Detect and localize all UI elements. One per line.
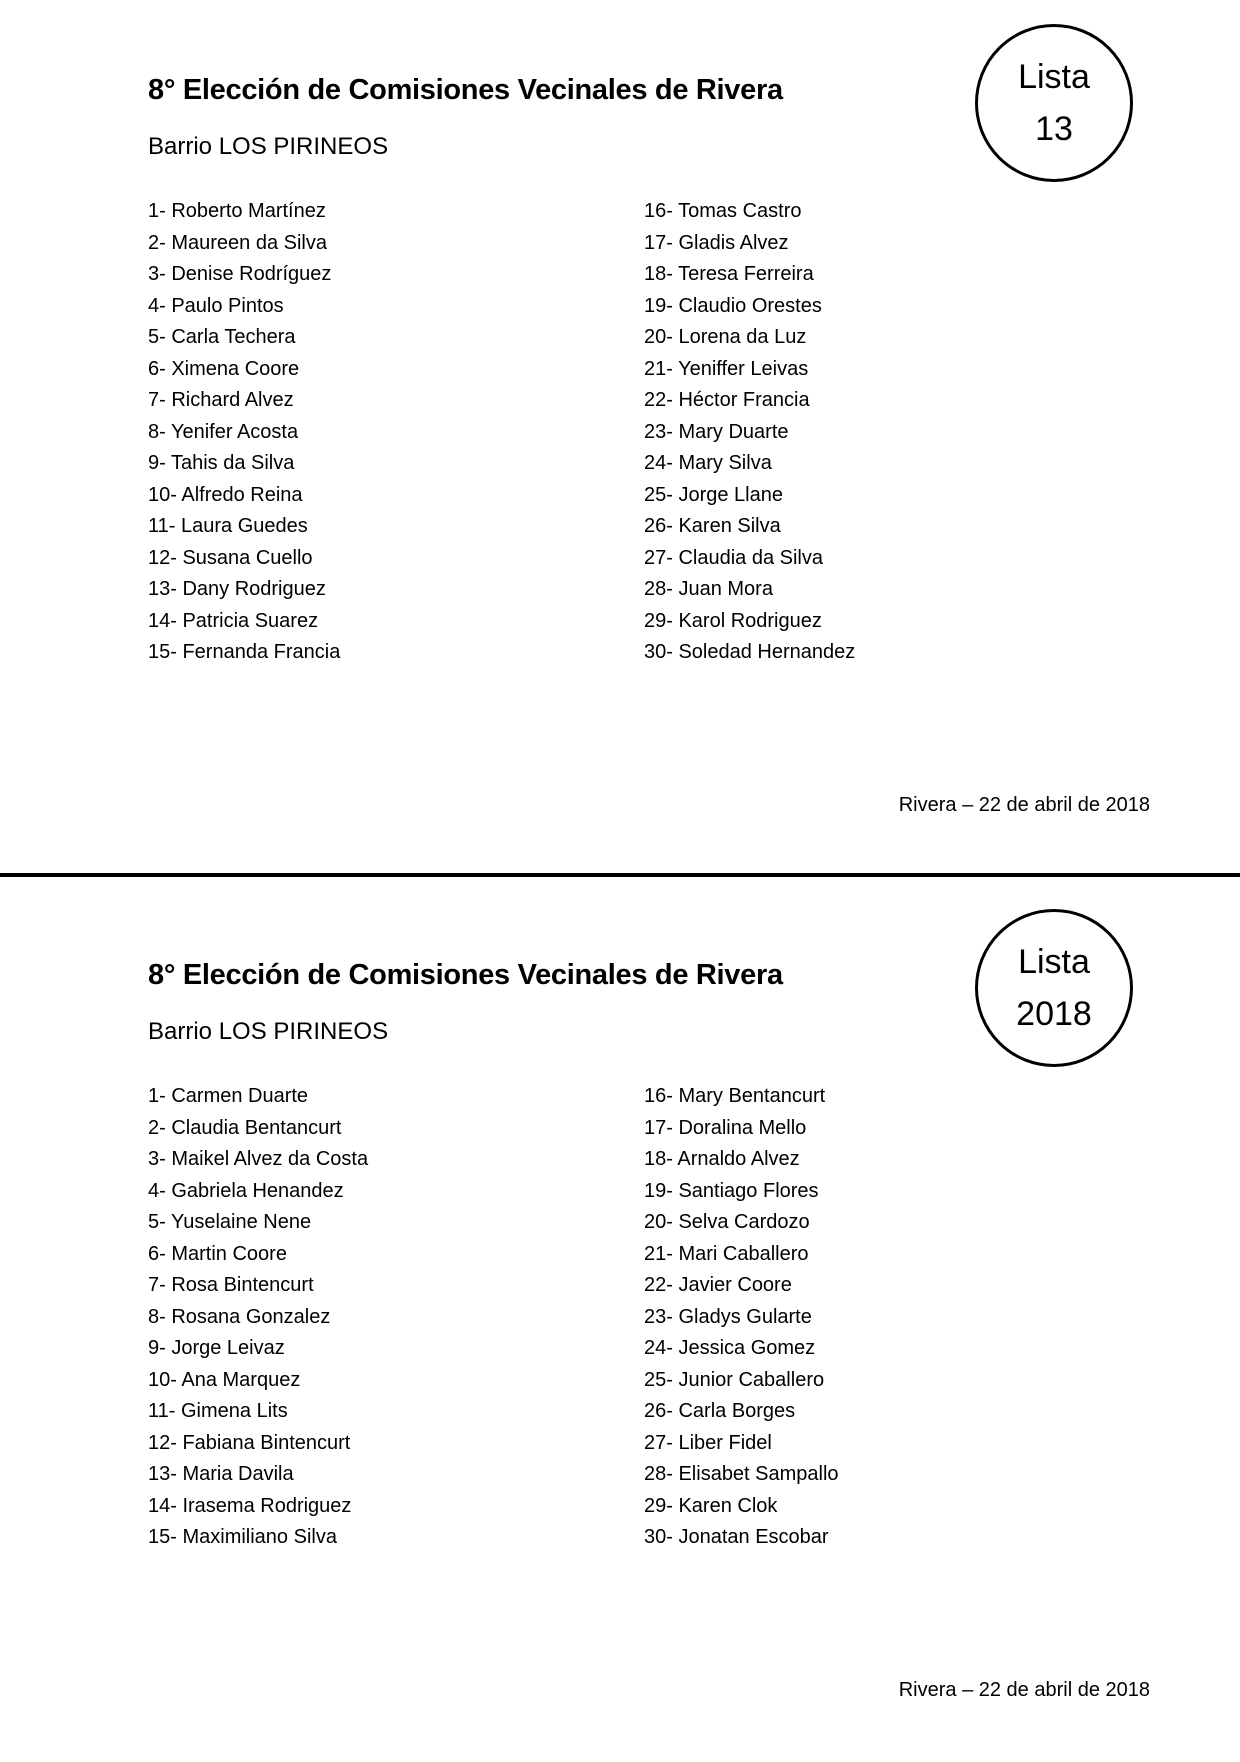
candidate-item: 12- Fabiana Bintencurt: [148, 1431, 351, 1454]
candidate-item: 2- Claudia Bentancurt: [148, 1116, 342, 1139]
candidate-item: 27- Claudia da Silva: [644, 546, 823, 569]
candidate-item: 30- Soledad Hernandez: [644, 641, 856, 663]
ballot-lista-13: [0, 0, 1240, 877]
candidate-item: 22- Javier Coore: [644, 1274, 792, 1296]
lista-badge: [975, 24, 1133, 182]
candidate-item: 6- Ximena Coore: [148, 357, 300, 380]
candidate-item: 9- Tahis da Silva: [148, 452, 295, 474]
candidate-item: 14- Patricia Suarez: [148, 609, 319, 632]
candidate-item: 18- Teresa Ferreira: [644, 263, 814, 285]
candidate-item: 10- Ana Marquez: [148, 1368, 301, 1391]
candidate-item: 24- Mary Silva: [644, 452, 772, 474]
cut-line-divider: [0, 873, 1240, 877]
candidate-item: 8- Rosana Gonzalez: [148, 1305, 331, 1328]
candidate-item: 27- Liber Fidel: [644, 1431, 772, 1454]
candidate-item: 10- Alfredo Reina: [148, 483, 303, 506]
barrio-name: Barrio LOS PIRINEOS: [148, 133, 389, 160]
candidate-item: 21- Yeniffer Leivas: [644, 357, 809, 380]
candidate-item: 30- Jonatan Escobar: [644, 1526, 829, 1548]
lista-number: 13: [1035, 110, 1073, 148]
candidates-column-2: [644, 1081, 839, 1554]
candidate-item: 15- Fernanda Francia: [148, 641, 341, 663]
candidate-item: 1- Carmen Duarte: [148, 1085, 309, 1107]
candidate-item: 6- Martin Coore: [148, 1242, 287, 1265]
candidate-item: 22- Héctor Francia: [644, 389, 810, 411]
candidate-item: 25- Junior Caballero: [644, 1368, 825, 1391]
candidate-item: 5- Carla Techera: [148, 326, 296, 348]
candidate-item: 1- Roberto Martínez: [148, 200, 326, 222]
candidates-column-1: [148, 1081, 368, 1554]
lista-number: 2018: [1016, 995, 1092, 1033]
candidate-item: 28- Juan Mora: [644, 578, 773, 600]
candidate-item: 16- Mary Bentancurt: [644, 1085, 826, 1107]
candidate-item: 17- Gladis Alvez: [644, 231, 789, 254]
candidate-item: 13- Dany Rodriguez: [148, 578, 326, 600]
candidates-column-2: [644, 196, 855, 669]
candidate-item: 4- Gabriela Henandez: [148, 1179, 344, 1202]
candidate-item: 2- Maureen da Silva: [148, 231, 327, 254]
candidate-item: 3- Denise Rodríguez: [148, 263, 332, 285]
candidate-item: 7- Rosa Bintencurt: [148, 1274, 314, 1296]
candidate-item: 3- Maikel Alvez da Costa: [148, 1148, 369, 1170]
barrio-name: Barrio LOS PIRINEOS: [148, 1018, 389, 1045]
date-line: Rivera – 22 de abril de 2018: [898, 794, 1150, 816]
candidates-column-1: [148, 196, 340, 669]
candidate-item: 16- Tomas Castro: [644, 200, 802, 222]
candidate-item: 25- Jorge Llane: [644, 483, 783, 506]
date-line: Rivera – 22 de abril de 2018: [898, 1679, 1150, 1701]
candidate-item: 13- Maria Davila: [148, 1463, 294, 1485]
candidate-item: 29- Karol Rodriguez: [644, 609, 822, 632]
candidate-item: 19- Claudio Orestes: [644, 294, 822, 317]
candidate-item: 12- Susana Cuello: [148, 546, 313, 569]
ballot-title: 8° Elección de Comisiones Vecinales de Rivera: [148, 74, 783, 106]
lista-badge: [975, 909, 1133, 1067]
candidate-item: 7- Richard Alvez: [148, 389, 294, 411]
lista-label: Lista: [1018, 58, 1090, 96]
candidate-item: 17- Doralina Mello: [644, 1116, 807, 1139]
ballot-lista-2018: [0, 885, 1240, 1762]
candidate-item: 9- Jorge Leivaz: [148, 1337, 285, 1359]
candidate-item: 26- Carla Borges: [644, 1400, 796, 1422]
candidate-item: 8- Yenifer Acosta: [148, 420, 299, 443]
candidate-item: 4- Paulo Pintos: [148, 294, 284, 317]
candidate-item: 20- Lorena da Luz: [644, 326, 807, 348]
candidate-item: 21- Mari Caballero: [644, 1242, 809, 1265]
candidate-item: 24- Jessica Gomez: [644, 1337, 816, 1359]
candidate-item: 28- Elisabet Sampallo: [644, 1463, 839, 1485]
candidate-item: 19- Santiago Flores: [644, 1179, 819, 1202]
candidate-item: 20- Selva Cardozo: [644, 1211, 810, 1233]
candidate-item: 23- Mary Duarte: [644, 420, 789, 443]
candidate-item: 11- Gimena Lits: [148, 1400, 288, 1422]
candidate-item: 29- Karen Clok: [644, 1494, 778, 1517]
candidate-item: 26- Karen Silva: [644, 515, 781, 537]
candidate-item: 5- Yuselaine Nene: [148, 1211, 312, 1233]
lista-label: Lista: [1018, 943, 1090, 981]
candidate-item: 14- Irasema Rodriguez: [148, 1494, 352, 1517]
candidate-item: 18- Arnaldo Alvez: [644, 1148, 800, 1170]
candidate-item: 11- Laura Guedes: [148, 515, 308, 537]
ballot-title: 8° Elección de Comisiones Vecinales de Rivera: [148, 959, 783, 991]
candidate-item: 15- Maximiliano Silva: [148, 1526, 337, 1548]
candidate-item: 23- Gladys Gularte: [644, 1305, 812, 1328]
